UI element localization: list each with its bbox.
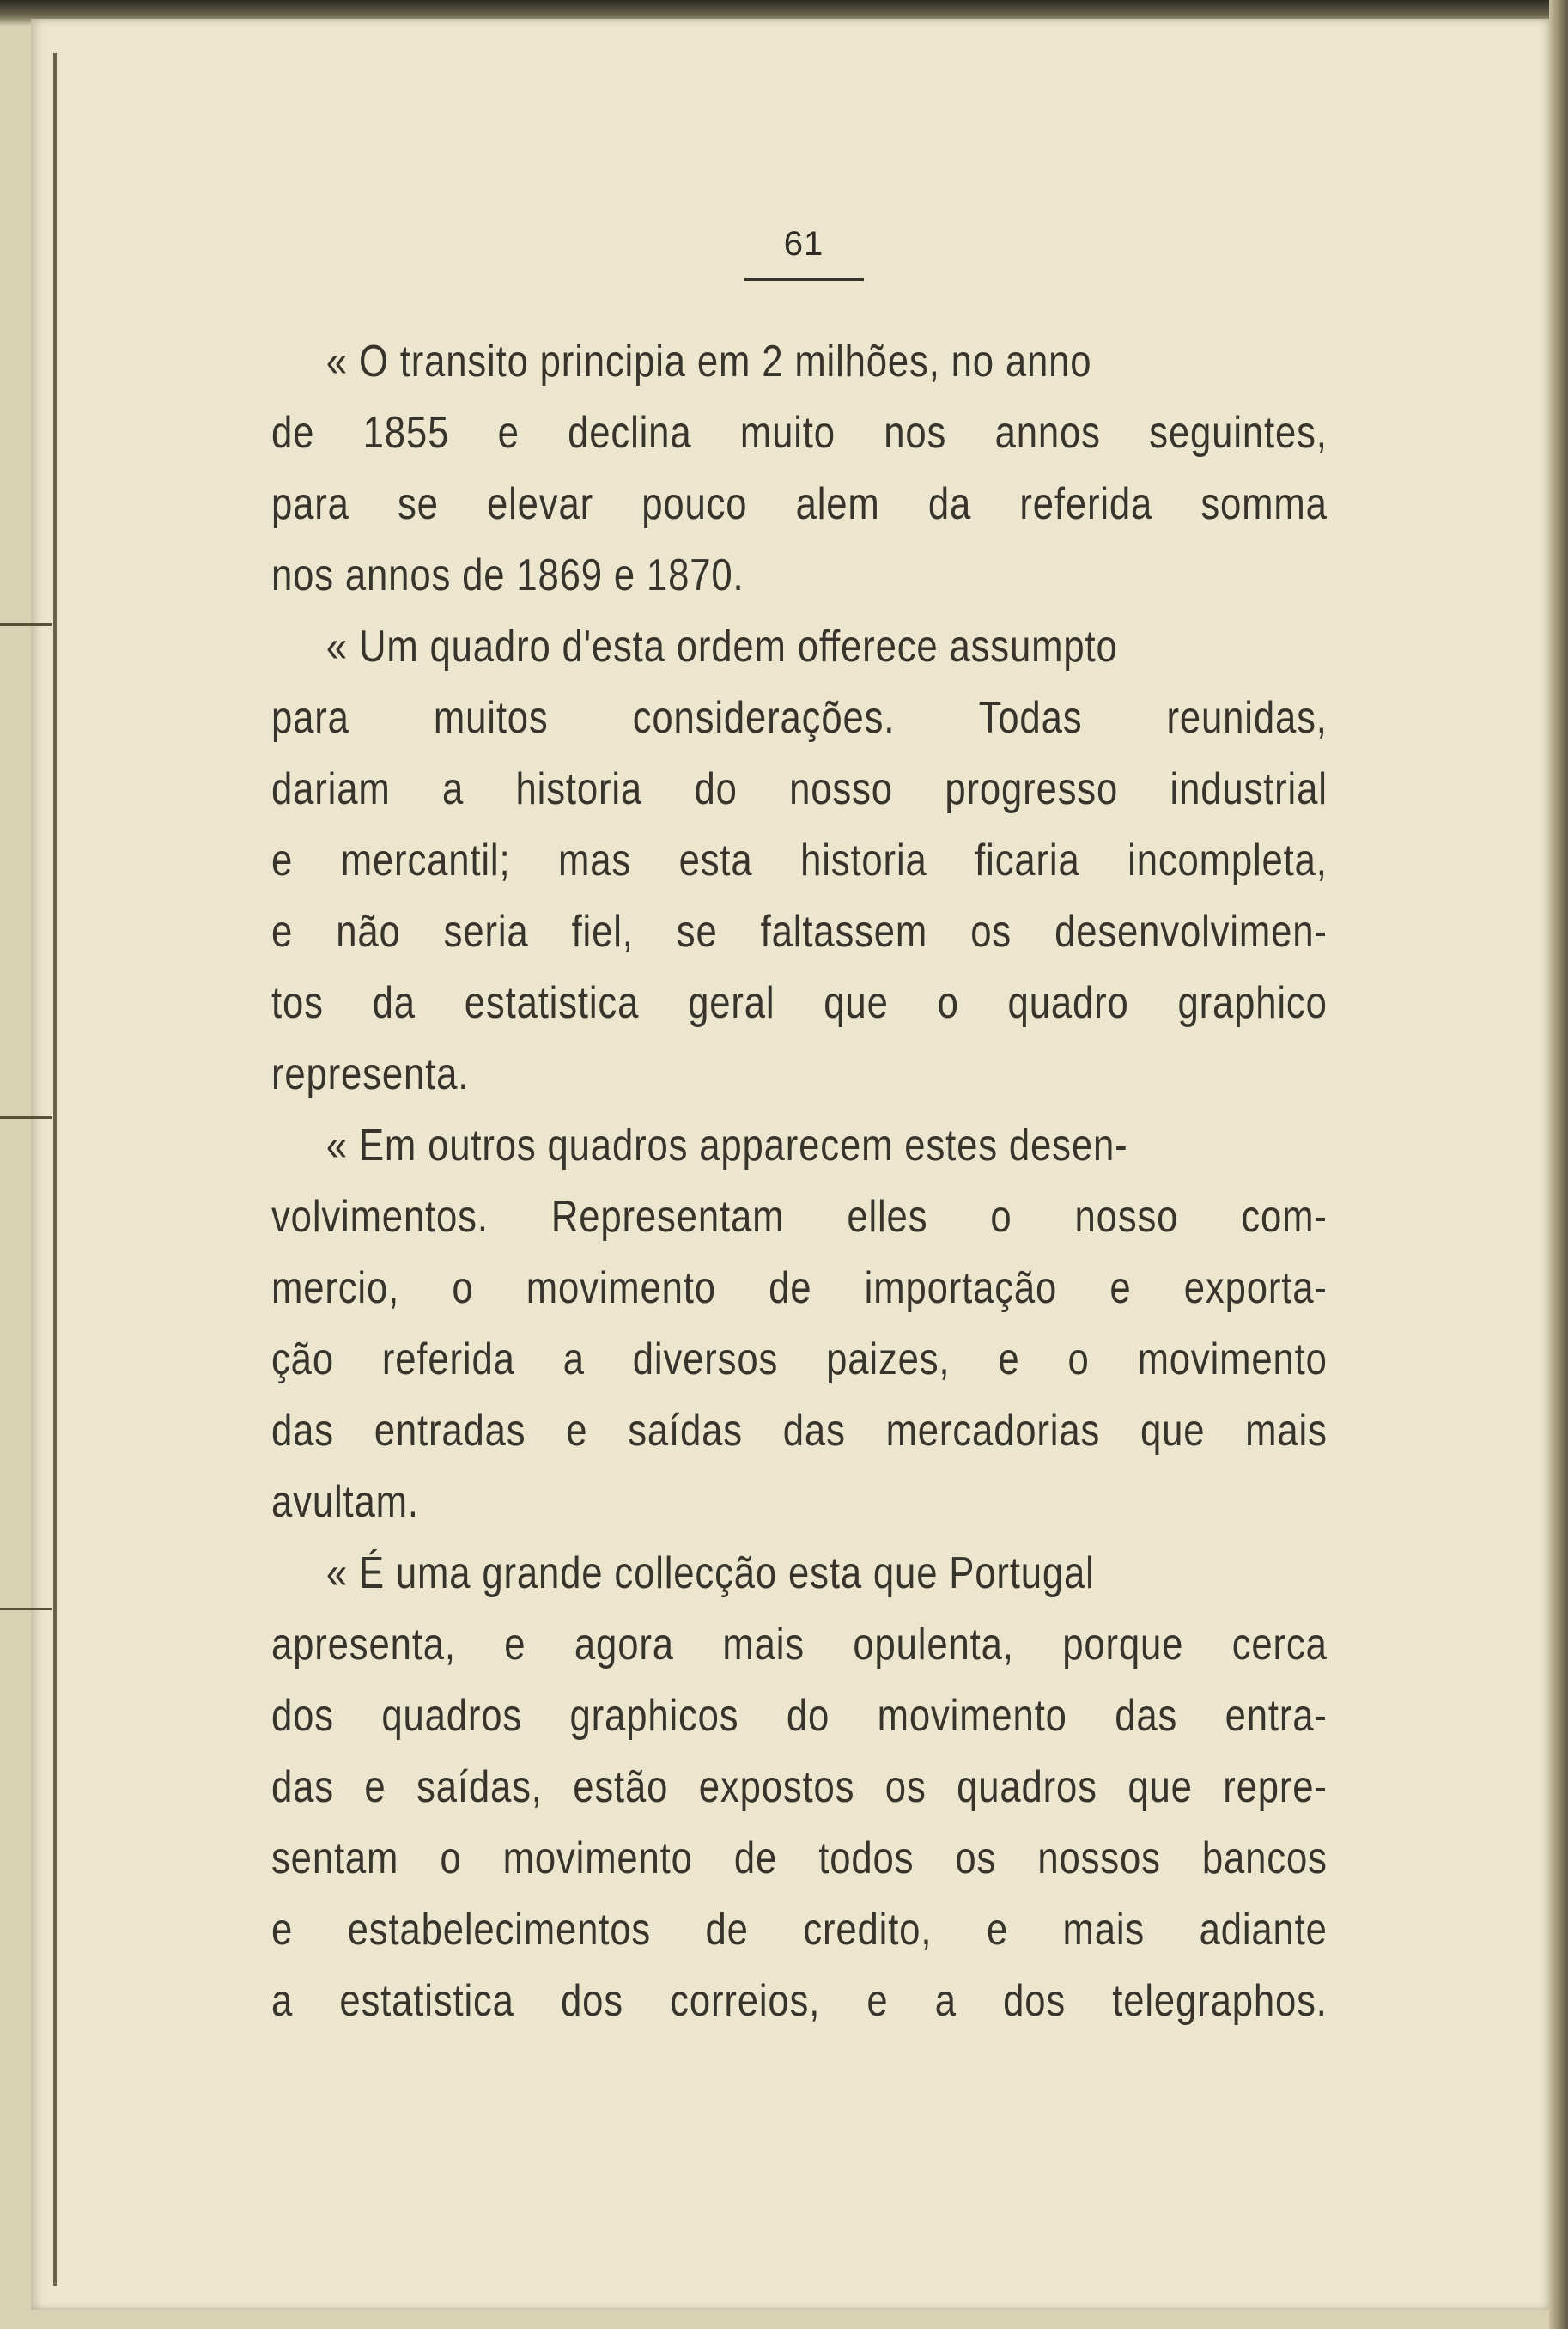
text-line: sentam o movimento de todos os nossos bancos [271,1833,1328,1883]
binding-tick [0,1116,52,1119]
binding-tick [0,623,52,626]
text-line: e mercantil; mas esta historia ficaria incompleta, [271,836,1328,885]
text-line: dariam a historia do nosso progresso industrial [271,764,1328,814]
text-line: tos da estatistica geral que o quadro graphico [271,978,1328,1028]
text-line: representa. [271,1049,470,1099]
text-line: para muitos considerações. Todas reunidas, [271,693,1328,743]
text-line: « Em outros quadros apparecem estes desen- [325,1121,1128,1171]
text-line: avultam. [271,1477,419,1527]
text-line: volvimentos. Representam elles o nosso com- [271,1192,1328,1242]
body-text [271,326,1328,2037]
text-line: apresenta, e agora mais opulenta, porque cerca [271,1620,1328,1669]
text-line: ção referida a diversos paizes, e o movimento [271,1335,1328,1384]
page-right-edge [1549,0,1568,2329]
binding-tick [0,1608,52,1610]
text-line: « O transito principia em 2 milhões, no anno [325,337,1092,386]
text-line: e não seria fiel, se faltassem os desenvolvimen- [271,907,1328,957]
page-number: 61 [783,225,824,263]
text-line: das e saídas, estão expostos os quadros que repre- [271,1762,1328,1812]
page-number-rule [744,278,864,281]
text-line: mercio, o movimento de importação e exporta- [271,1263,1328,1313]
text-line: de 1855 e declina muito nos annos seguintes, [271,408,1328,458]
text-line: das entradas e saídas das mercadorias que mais [271,1406,1328,1456]
text-line: dos quadros graphicos do movimento das entra- [271,1691,1328,1741]
text-line: « É uma grande collecção esta que Portugal [325,1548,1095,1598]
text-line: « Um quadro d'esta ordem offerece assumpto [325,622,1118,672]
text-line: para se elevar pouco alem da referida somma [271,479,1328,529]
binding-line [53,53,57,2286]
text-line: a estatistica dos correios, e a dos telegraphos. [271,1976,1328,2026]
text-line: nos annos de 1869 e 1870. [271,550,744,600]
text-line: e estabelecimentos de credito, e mais adiante [271,1905,1328,1955]
